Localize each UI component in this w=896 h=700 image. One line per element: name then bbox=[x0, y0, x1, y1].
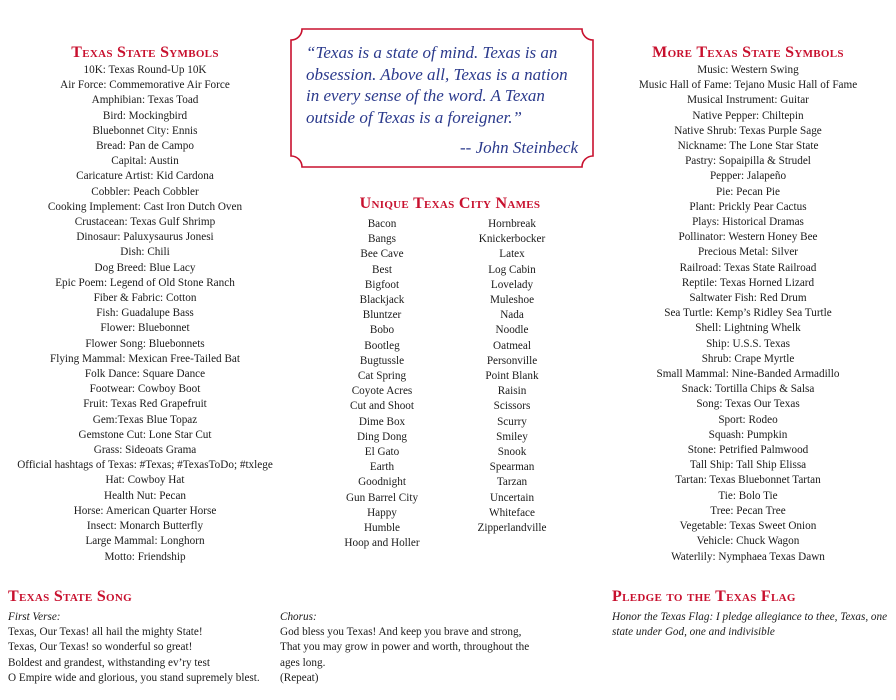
city-name-item: Bigfoot bbox=[364, 278, 400, 291]
city-name-item: Dime Box bbox=[358, 415, 406, 428]
verse-line: Boldest and grandest, withstanding ev’ry test bbox=[8, 656, 210, 669]
state-symbol-item: Musical Instrument: Guitar bbox=[687, 94, 809, 107]
verse-line: Texas, Our Texas! so wonderful so great! bbox=[8, 641, 193, 654]
state-symbol-item: Motto: Friendship bbox=[104, 550, 186, 563]
city-name-item: Zipperlandville bbox=[477, 522, 547, 535]
state-symbol-item: Pepper: Jalapeño bbox=[709, 170, 787, 183]
city-name-item: Goodnight bbox=[358, 476, 406, 489]
state-song-heading: Texas State Song bbox=[8, 588, 132, 605]
state-symbol-item: Vehicle: Chuck Wagon bbox=[696, 535, 800, 548]
city-name-item: Bluntzer bbox=[362, 309, 402, 322]
city-name-item: Knickerbocker bbox=[478, 233, 546, 246]
state-symbol-item: Precious Metal: Silver bbox=[697, 246, 799, 259]
city-name-item: Latex bbox=[499, 248, 525, 261]
state-symbol-item: Footwear: Cowboy Boot bbox=[89, 383, 201, 396]
state-symbol-item: Fruit: Texas Red Grapefruit bbox=[83, 398, 207, 411]
state-symbol-item: Folk Dance: Square Dance bbox=[84, 368, 206, 381]
state-symbol-item: Nickname: The Lone Star State bbox=[677, 140, 819, 153]
state-symbol-item: Shrub: Crape Myrtle bbox=[701, 352, 795, 365]
state-symbol-item: Cobbler: Peach Cobbler bbox=[91, 185, 199, 198]
state-symbol-item: Flying Mammal: Mexican Free-Tailed Bat bbox=[50, 352, 240, 365]
city-list-right bbox=[450, 217, 574, 536]
city-name-item: Cat Spring bbox=[357, 370, 407, 383]
city-name-item: El Gato bbox=[364, 446, 400, 459]
city-name-item: Scissors bbox=[493, 400, 531, 413]
city-name-item: Bobo bbox=[369, 324, 395, 337]
state-symbol-item: Air Force: Commemorative Air Force bbox=[60, 79, 230, 92]
state-symbol-item: Insect: Monarch Butterfly bbox=[86, 520, 204, 533]
state-symbol-item: Dinosaur: Paluxysaurus Jonesi bbox=[76, 231, 214, 244]
city-name-item: Best bbox=[372, 263, 392, 276]
pledge-section bbox=[612, 588, 892, 640]
city-name-item: Bugtussle bbox=[359, 354, 405, 367]
state-symbol-item: Small Mammal: Nine-Banded Armadillo bbox=[656, 368, 840, 381]
state-symbol-item: Snack: Tortilla Chips & Salsa bbox=[681, 383, 815, 396]
state-symbol-item: Plant: Prickly Pear Cactus bbox=[689, 200, 807, 213]
state-symbol-item: Squash: Pumpkin bbox=[708, 428, 788, 441]
state-symbol-item: Gemstone Cut: Lone Star Cut bbox=[78, 428, 212, 441]
chorus-line: (Repeat) bbox=[280, 671, 319, 684]
state-symbol-item: Horse: American Quarter Horse bbox=[73, 504, 217, 517]
city-name-item: Whiteface bbox=[489, 506, 535, 519]
city-name-item: Ding Dong bbox=[356, 430, 408, 443]
chorus bbox=[280, 610, 536, 686]
state-symbol-item: Caricature Artist: Kid Cardona bbox=[76, 170, 214, 183]
state-symbol-item: Tree: Pecan Tree bbox=[710, 504, 786, 517]
city-name-item: Personville bbox=[486, 354, 538, 367]
city-name-item: Smiley bbox=[496, 430, 528, 443]
verse-line: O Empire wide and glorious, you stand supremely blest. bbox=[8, 671, 260, 684]
city-name-item: Log Cabin bbox=[488, 263, 536, 276]
quote-text: “Texas is a state of mind. Texas is an obsession. Above all, Texas is a nation in every sense of the word. A Texan outside of Texas is a foreigner.” bbox=[306, 43, 568, 127]
city-name-item: Blackjack bbox=[359, 294, 405, 307]
city-name-item: Noodle bbox=[495, 324, 529, 337]
state-symbol-item: Saltwater Fish: Red Drum bbox=[689, 292, 807, 305]
state-symbol-item: Bluebonnet City: Ennis bbox=[92, 124, 198, 137]
city-name-item: Bangs bbox=[368, 233, 396, 246]
state-symbol-item: Native Pepper: Chiltepin bbox=[692, 109, 804, 122]
state-symbol-item: Shell: Lightning Whelk bbox=[695, 322, 801, 335]
city-name-item: Tarzan bbox=[496, 476, 528, 489]
quote-box bbox=[288, 26, 596, 170]
state-symbol-item: Song: Texas Our Texas bbox=[696, 398, 800, 411]
city-name-item: Hoop and Holler bbox=[344, 537, 420, 550]
state-symbol-item: Dog Breed: Blue Lacy bbox=[94, 261, 196, 274]
city-name-item: Lovelady bbox=[490, 278, 534, 291]
verse-line: Texas, Our Texas! all hail the mighty State! bbox=[8, 626, 203, 639]
city-names-section bbox=[320, 195, 580, 557]
state-symbol-item: Music: Western Swing bbox=[697, 64, 799, 76]
city-name-item: Point Blank bbox=[485, 370, 539, 383]
state-symbol-item: Crustacean: Texas Gulf Shrimp bbox=[74, 216, 216, 229]
city-name-item: Bootleg bbox=[364, 339, 400, 352]
state-symbol-item: Sea Turtle: Kemp’s Ridley Sea Turtle bbox=[664, 307, 832, 320]
quote-author: -- John Steinbeck bbox=[460, 138, 578, 157]
city-name-item: Bacon bbox=[367, 218, 397, 230]
first-verse-label: First Verse: bbox=[8, 611, 61, 623]
state-symbol-item: Grass: Sideoats Grama bbox=[93, 444, 197, 457]
city-name-item: Gun Barrel City bbox=[345, 491, 419, 504]
state-symbol-item: Plays: Historical Dramas bbox=[692, 216, 804, 229]
city-name-item: Uncertain bbox=[489, 491, 535, 504]
state-song-section bbox=[8, 588, 568, 684]
state-symbol-item: Reptile: Texas Horned Lizard bbox=[681, 276, 815, 289]
state-symbol-item: Dish: Chili bbox=[120, 246, 170, 259]
first-verse bbox=[8, 610, 268, 686]
state-symbol-item: Bread: Pan de Campo bbox=[96, 140, 194, 153]
city-name-item: Scurry bbox=[497, 415, 527, 428]
state-symbol-item: Epic Poem: Legend of Old Stone Ranch bbox=[55, 276, 235, 289]
city-name-item: Coyote Acres bbox=[351, 385, 413, 398]
state-symbol-item: Amphibian: Texas Toad bbox=[91, 94, 199, 107]
more-state-symbols-section bbox=[600, 44, 896, 565]
state-symbol-item: Railroad: Texas State Railroad bbox=[679, 261, 817, 274]
state-symbol-item: Ship: U.S.S. Texas bbox=[706, 337, 790, 350]
state-symbol-item: Flower Song: Bluebonnets bbox=[85, 337, 205, 350]
state-symbol-item: Large Mammal: Longhorn bbox=[85, 535, 205, 548]
city-name-item: Hornbreak bbox=[488, 218, 536, 230]
state-symbols-heading: Texas State Symbols bbox=[71, 44, 219, 61]
state-symbol-item: Vegetable: Texas Sweet Onion bbox=[679, 520, 817, 533]
pledge-text: Honor the Texas Flag: I pledge allegiance to thee, Texas, one state under God, one and indivisible bbox=[612, 611, 888, 639]
state-symbol-item: Waterlily: Nymphaea Texas Dawn bbox=[671, 550, 825, 563]
state-symbol-item: Flower: Bluebonnet bbox=[100, 322, 190, 335]
state-symbol-item: 10K: Texas Round-Up 10K bbox=[83, 64, 207, 76]
state-symbol-item: Gem:Texas Blue Topaz bbox=[92, 413, 198, 426]
chorus-line: That you may grow in power and worth, throughout the ages long. bbox=[280, 641, 530, 669]
city-name-item: Nada bbox=[500, 309, 524, 322]
city-name-item: Raisin bbox=[497, 385, 527, 398]
chorus-lines bbox=[280, 625, 536, 686]
city-name-item: Snook bbox=[497, 446, 527, 459]
pledge-heading: Pledge to the Texas Flag bbox=[612, 588, 796, 605]
state-symbol-item: Pastry: Sopaipilla & Strudel bbox=[685, 155, 811, 168]
state-symbol-item: Native Shrub: Texas Purple Sage bbox=[674, 124, 822, 137]
state-symbol-item: Sport: Rodeo bbox=[718, 413, 778, 426]
city-name-item: Spearman bbox=[489, 461, 535, 474]
state-symbol-item: Hat: Cowboy Hat bbox=[105, 474, 185, 487]
state-symbol-item: Tall Ship: Tall Ship Elissa bbox=[689, 459, 807, 472]
state-symbols-section bbox=[0, 44, 290, 565]
city-name-item: Happy bbox=[367, 506, 397, 519]
city-name-item: Muleshoe bbox=[489, 294, 535, 307]
first-verse-lines bbox=[8, 625, 268, 686]
state-symbol-item: Fiber & Fabric: Cotton bbox=[93, 292, 197, 305]
state-symbols-list bbox=[0, 63, 290, 565]
state-symbol-item: Official hashtags of Texas: #Texas; #TexasToDo; #txlege bbox=[17, 459, 273, 472]
city-name-item: Bee Cave bbox=[360, 248, 404, 261]
state-symbol-item: Capital: Austin bbox=[111, 155, 179, 168]
state-symbol-item: Cooking Implement: Cast Iron Dutch Oven bbox=[47, 200, 243, 213]
city-name-item: Oatmeal bbox=[493, 339, 531, 352]
state-symbol-item: Music Hall of Fame: Tejano Music Hall of Fame bbox=[638, 79, 858, 92]
city-name-item: Humble bbox=[363, 522, 401, 535]
state-symbol-item: Tartan: Texas Bluebonnet Tartan bbox=[675, 474, 821, 487]
state-symbol-item: Pie: Pecan Pie bbox=[715, 185, 780, 198]
state-symbol-item: Fish: Guadalupe Bass bbox=[96, 307, 194, 320]
state-symbol-item: Health Nut: Pecan bbox=[103, 489, 187, 502]
city-name-item: Cut and Shoot bbox=[349, 400, 415, 413]
more-state-symbols-list bbox=[600, 63, 896, 565]
state-symbol-item: Bird: Mockingbird bbox=[102, 109, 188, 122]
state-symbol-item: Stone: Petrified Palmwood bbox=[687, 444, 809, 457]
city-list-left bbox=[320, 217, 444, 551]
more-state-symbols-heading: More Texas State Symbols bbox=[652, 44, 844, 61]
chorus-label: Chorus: bbox=[280, 611, 317, 623]
city-name-item: Earth bbox=[369, 461, 395, 474]
city-names-heading: Unique Texas City Names bbox=[359, 195, 541, 212]
chorus-line: God bless you Texas! And keep you brave and strong, bbox=[280, 626, 522, 639]
state-symbol-item: Tie: Bolo Tie bbox=[718, 489, 778, 502]
state-symbol-item: Pollinator: Western Honey Bee bbox=[678, 231, 818, 244]
